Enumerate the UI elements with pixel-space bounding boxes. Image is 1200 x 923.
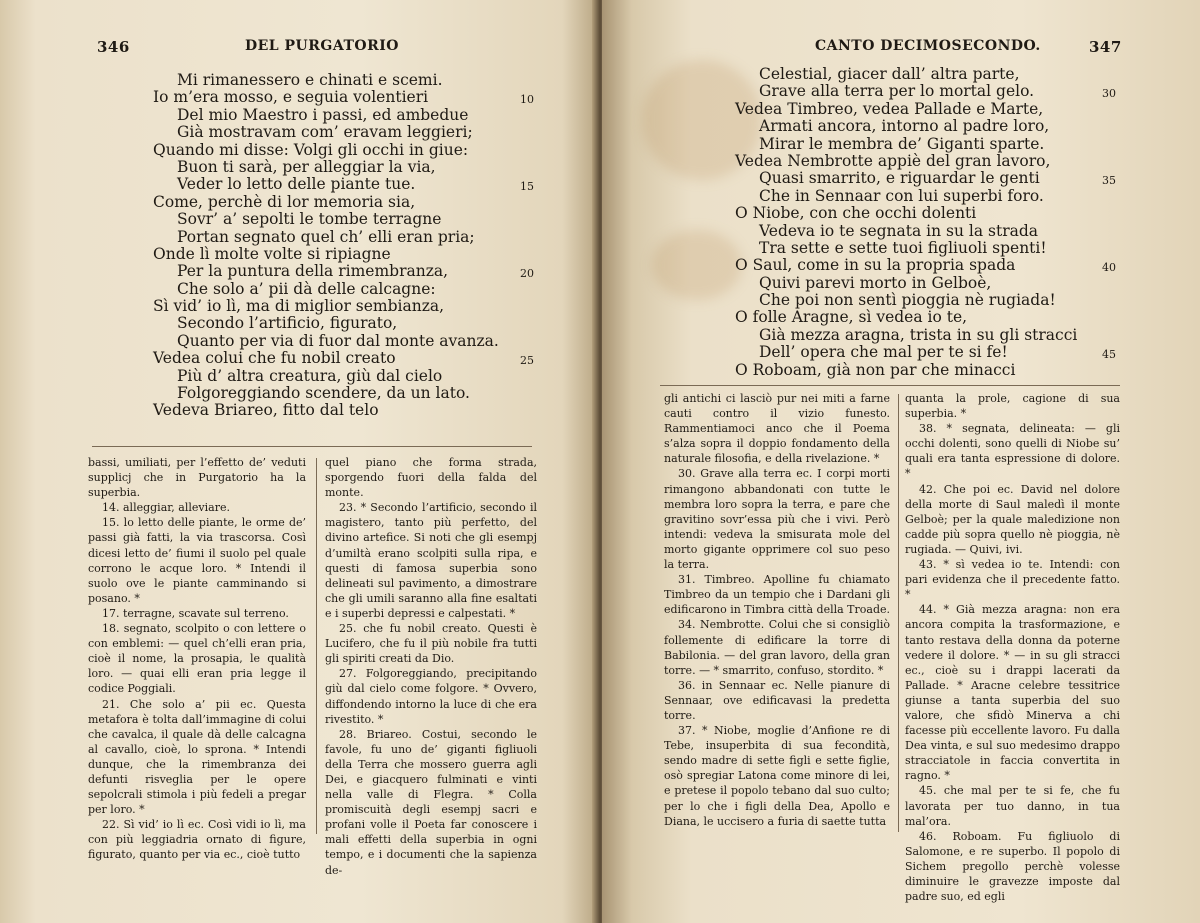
- verse-line: [735, 275, 1119, 292]
- commentary-note: 25. che fu nobil creato. Questi è Lucifero, che fu il più nobile fra tutti gli spiriti creati da Dio.: [325, 622, 537, 666]
- right-divider: [660, 385, 1120, 386]
- verse-line: [153, 72, 543, 89]
- verse-line: [735, 118, 1119, 135]
- verse-text: Vedea Timbreo, vedea Pallade e Marte,: [735, 99, 1044, 118]
- verse-text: O Niobe, con che occhi dolenti: [735, 204, 977, 223]
- line-number: 15: [520, 180, 534, 194]
- verse-line: [153, 333, 543, 350]
- verse-text: Veder lo letto delle piante tue.: [177, 175, 416, 194]
- commentary-note: 18. segnato, scolpito o con lettere o con emblemi: — quel ch’elli eran pria, cioè il nome, la prosapia, le qualità loro. — quai elli eran pria legge il codice Poggiali.: [88, 622, 306, 696]
- verse-text: Mi rimanessero e chinati e scemi.: [177, 71, 443, 89]
- verse-text: O Roboam, già non par che minacci: [735, 360, 1016, 379]
- commentary-note: 27. Folgoreggiando, precipitando giù dal cielo come folgore. * Ovvero, diffondendo intorno la luce di che era rivestito. *: [325, 667, 537, 726]
- verse-line: [735, 188, 1119, 205]
- line-number: 35: [1102, 174, 1116, 188]
- verse-line: [735, 66, 1119, 83]
- verse-text: Sì vid’ io lì, ma di miglior sembianza,: [153, 297, 445, 316]
- verse-line: [153, 229, 543, 246]
- commentary-note: 44. * Già mezza aragna: non era ancora compita la trasformazione, e tanto restava della donna da poterne vedere il dolore. * — in su gli stracci ec., cioè su i drappi lacerati da Pallade. * Aracne celebre tessitrice giunse a tanta superbia del suo valore, che sfidò Minerva a chi facesse più eccellente lavoro. Fu dalla Dea vinta, e sul suo medesimo drappo stracciatole in faccia convertita in ragno. *: [905, 603, 1120, 783]
- verse-line: [153, 194, 543, 211]
- commentary-note: 31. Timbreo. Apolline fu chiamato Timbreo da un tempio che i Dardani gli edificarono in Timbra città della Troade.: [664, 573, 890, 617]
- commentary-note: 14. alleggiar, alleviare.: [102, 501, 230, 515]
- verse-line: [153, 385, 543, 402]
- verse-line: [735, 362, 1119, 379]
- line-number: 10: [520, 93, 534, 107]
- left-notes-column-2: [325, 455, 537, 878]
- verse-line: [735, 170, 1119, 187]
- right-running-head: CANTO DECIMOSECONDO.: [815, 38, 1041, 54]
- verse-line: [735, 240, 1119, 257]
- line-number: 40: [1102, 261, 1116, 275]
- verse-line: [153, 89, 543, 106]
- commentary-note: bassi, umiliati, per l’effetto de’ veduti supplicj che in Purgatorio ha la superbia.: [88, 456, 306, 500]
- verse-text: Quivi parevi morto in Gelboè,: [759, 273, 992, 292]
- verse-line: [153, 246, 543, 263]
- verse-line: [153, 298, 543, 315]
- verse-text: Onde lì molte volte si ripiagne: [153, 244, 391, 263]
- verse-line: [735, 153, 1119, 170]
- right-page: [602, 0, 1200, 923]
- right-column-rule: [898, 394, 899, 832]
- verse-text: Vedeva io te segnata in su la strada: [759, 221, 1039, 240]
- line-number: 30: [1102, 87, 1116, 101]
- verse-line: [735, 327, 1119, 344]
- commentary-note: quanta la prole, cagione di sua superbia. *: [905, 392, 1120, 421]
- right-notes-column-1: [664, 391, 890, 829]
- verse-line: [735, 205, 1119, 222]
- commentary-note: 30. Grave alla terra ec. I corpi morti rimangono abbandonati con tutte le membra loro sopra la terra, e pare che gravitino sovr’essa più che i vivi. Però intendi: vedeva la smisurata mole del morto gigante opprimere col suo peso la terra.: [664, 467, 890, 572]
- verse-line: [735, 257, 1119, 274]
- verse-line: [153, 315, 543, 332]
- verse-text: Per la puntura della rimembranza,: [177, 262, 449, 281]
- verse-text: Armati ancora, intorno al padre loro,: [759, 117, 1050, 136]
- verse-text: Vedea Nembrotte appiè del gran lavoro,: [735, 151, 1051, 170]
- verse-text: Mirar le membra de’ Giganti sparte.: [759, 134, 1045, 153]
- verse-text: Come, perchè di lor memoria sia,: [153, 192, 416, 211]
- verse-text: Già mostravam com’ eravam leggieri;: [177, 123, 473, 142]
- verse-line: [735, 136, 1119, 153]
- commentary-note: gli antichi ci lasciò pur nei miti a farne cauti contro il vizio funesto. Rammentiamoci anco che il Poema s’alza sopra il doppio fondamento della naturale filosofia, e della rivelazione. *: [664, 392, 890, 466]
- verse-line: [153, 350, 543, 367]
- verse-text: Sovr’ a’ sepolti le tombe terragne: [177, 210, 442, 229]
- left-column-rule: [316, 458, 317, 834]
- verse-line: [153, 159, 543, 176]
- verse-line: [153, 281, 543, 298]
- commentary-note: 38. * segnata, delineata: — gli occhi dolenti, sono quelli di Niobe su’ quali era tanta espressione di dolore. *: [905, 422, 1120, 481]
- right-verse-block: [735, 66, 1119, 379]
- commentary-note: 43. * sì vedea io te. Intendi: con pari evidenza che il precedente fatto. *: [905, 558, 1120, 602]
- verse-line: [153, 263, 543, 280]
- right-page-number: 347: [1089, 38, 1122, 56]
- verse-line: [153, 142, 543, 159]
- commentary-note: 15. lo letto delle piante, le orme de’ passi già fatti, la via trascorsa. Così dicesi letto de’ fiumi il suolo pel quale corrono le acque loro. * Intendi il suolo ove le piante camminando si posano. *: [88, 516, 306, 605]
- verse-text: Dell’ opera che mal per te si fe!: [759, 343, 1008, 362]
- verse-text: Quanto per via di fuor dal monte avanza.: [177, 331, 499, 350]
- verse-text: Che solo a’ pii dà delle calcagne:: [177, 279, 436, 298]
- verse-line: [735, 344, 1119, 361]
- verse-text: Grave alla terra per lo mortal gelo.: [759, 82, 1035, 101]
- verse-line: [153, 402, 543, 419]
- left-verse-block: [153, 72, 543, 420]
- verse-line: [153, 211, 543, 228]
- line-number: 20: [520, 267, 534, 281]
- commentary-note: 28. Briareo. Costui, secondo le favole, fu uno de’ giganti figliuoli della Terra che mossero guerra agli Dei, e giacquero fulminati e vinti nella valle di Flegra. * Colla promiscuità degli esempj sacri e profani volle il Poeta far conoscere i mali effetti della superbia in ogni tempo, e i documenti che la sapienza de-: [325, 727, 537, 877]
- line-number: 25: [520, 354, 534, 368]
- left-notes-column-1: [88, 455, 306, 863]
- verse-line: [153, 107, 543, 124]
- verse-text: Io m’era mosso, e seguia volentieri: [153, 88, 429, 107]
- verse-text: Quando mi disse: Volgi gli occhi in giue:: [153, 140, 469, 159]
- verse-line: [735, 292, 1119, 309]
- commentary-note: 46. Roboam. Fu figliuolo di Salomone, e re superbo. Il popolo di Sichem pregollo perchè volesse diminuire le gravezze imposte dal padre suo, ed egli: [905, 829, 1120, 904]
- verse-text: Vedeva Briareo, fitto dal telo: [153, 401, 379, 420]
- verse-text: Secondo l’artificio, figurato,: [177, 314, 398, 333]
- verse-text: Più d’ altra creatura, giù dal cielo: [177, 366, 443, 385]
- verse-line: [153, 124, 543, 141]
- verse-text: Tra sette e sette tuoi figliuoli spenti!: [759, 238, 1047, 257]
- left-divider: [92, 446, 532, 447]
- verse-text: O Saul, come in su la propria spada: [735, 256, 1016, 275]
- commentary-note: 45. che mal per te si fe, che fu lavorata per tuo danno, in tua mal’ora.: [905, 784, 1120, 828]
- verse-line: [735, 83, 1119, 100]
- left-page-number: 346: [97, 38, 130, 56]
- verse-text: Portan segnato quel ch’ elli eran pria;: [177, 227, 475, 246]
- verse-text: Folgoreggiando scendere, da un lato.: [177, 384, 470, 403]
- verse-text: Vedea colui che fu nobil creato: [153, 349, 396, 368]
- verse-text: Che poi non sentì pioggia nè rugiada!: [759, 291, 1056, 310]
- commentary-note: 36. in Sennaar ec. Nelle pianure di Sennaar, ove edificavasi la predetta torre.: [664, 678, 890, 722]
- commentary-note: 23. * Secondo l’artificio, secondo il magistero, tanto più perfetto, del divino artefice. Si noti che gli esempj d’umiltà erano scolpiti sulla ripa, e questi di famosa superbia sono delineati sul pavimento, a dimostrare che gli umili saranno alla fine esaltati e i superbi depressi e calpestati. *: [325, 501, 537, 620]
- verse-line: [153, 368, 543, 385]
- verse-line: [735, 223, 1119, 240]
- commentary-note: quel piano che forma strada, sporgendo fuori della falda del monte.: [325, 456, 537, 500]
- commentary-note: 37. * Niobe, moglie d’Anfione re di Tebe, insuperbita di sua fecondità, sendo madre di sette figli e sette figlie, osò spregiar Latona come minore di lei, e pretese il popolo tebano dal suo culto; per lo che i figli della Dea, Apollo e Diana, le uccisero a furia di saette tutta: [664, 724, 890, 828]
- line-number: 45: [1102, 348, 1116, 362]
- verse-line: [153, 176, 543, 193]
- verse-text: Celestial, giacer dall’ altra parte,: [759, 65, 1020, 83]
- verse-line: [735, 101, 1119, 118]
- commentary-note: 34. Nembrotte. Colui che si consigliò follemente di edificare la torre di Babilonia. — del gran lavoro, della gran torre. — * smarrito, confuso, stordito. *: [664, 618, 890, 677]
- verse-line: [735, 309, 1119, 326]
- right-notes-column-2: [905, 391, 1120, 904]
- verse-text: Buon ti sarà, per alleggiar la via,: [177, 157, 436, 176]
- commentary-note: 17. terragne, scavate sul terreno.: [102, 606, 289, 620]
- commentary-note: 22. Sì vid’ io lì ec. Così vidi io lì, ma con più leggiadria ornato di figure, figurato, quanto per via ec., cioè tutto: [88, 818, 306, 862]
- left-running-head: DEL PURGATORIO: [245, 38, 399, 54]
- verse-text: Quasi smarrito, e riguardar le genti: [759, 169, 1040, 188]
- verse-text: Che in Sennaar con lui superbi foro.: [759, 186, 1044, 205]
- verse-text: Del mio Maestro i passi, ed ambedue: [177, 105, 469, 124]
- commentary-note: 21. Che solo a’ pii ec. Questa metafora è tolta dall’immagine di colui che cavalca, il quale dà delle calcagna al cavallo, cioè, lo sprona. * Intendi dunque, che la rimembranza dei defunti risveglia per le opere sepolcrali stimola i più fedeli a pregar per loro. *: [88, 697, 306, 817]
- commentary-note: 42. Che poi ec. David nel dolore della morte di Saul maledì il monte Gelboè; per la quale maledizione non cadde più sopra quello nè pioggia, nè rugiada. — Quivi, ivi.: [905, 482, 1120, 556]
- water-stain: [652, 230, 742, 300]
- left-page: [0, 0, 598, 923]
- verse-text: O folle Aragne, sì vedea io te,: [735, 308, 968, 327]
- verse-text: Già mezza aragna, trista in su gli stracci: [759, 325, 1078, 344]
